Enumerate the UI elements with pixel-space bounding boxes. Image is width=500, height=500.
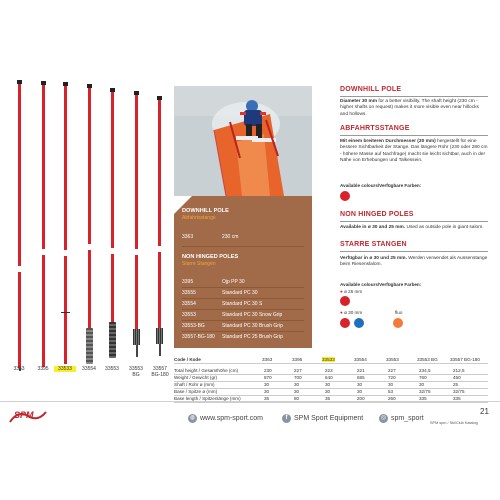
screw-base-33554 (86, 328, 93, 364)
nonhinged-heading: NON HINGED POLES (340, 211, 414, 218)
pole-33557-bg-180 (158, 96, 161, 328)
page-number: 21 (480, 407, 489, 416)
website-link[interactable]: www.spm-sport.com (200, 415, 264, 422)
nonhinged-description: Available in ø 30 and 25 mm. Used as outside pole in giant salom. (340, 225, 484, 230)
skier-photo (174, 86, 312, 196)
facebook-icon: f (282, 414, 291, 423)
color-swatch-fluo (393, 318, 403, 328)
panel-nonhinged-subtitle: Starre Stangen (182, 261, 216, 267)
table-row: Total height / Gesamthöhe (cm) 230 227 223 221 227 234,5 212,5 (174, 367, 488, 375)
starre-heading: STARRE STANGEN (340, 241, 407, 248)
pole-33533 (64, 82, 67, 364)
pole-3363 (18, 80, 21, 368)
panel-row: 33554 Standard PC 30 S (182, 301, 263, 307)
table-row: Base / Spitze ø (mm) 30 30 30 30 53 32/75 32/75 (174, 388, 488, 396)
catalog-caption: SPM spm / Ski/Club Katalog (430, 421, 478, 425)
table-row: Weight / Gewicht (gr) 870 700 640 685 720 760 450 (174, 374, 488, 382)
diameter-30-label: ● ø 30 mm (340, 310, 363, 315)
panel-row: 3363 230 cm (182, 234, 239, 240)
pole-label-33553-bg: 33553 BG (129, 366, 143, 378)
pole-33553-bg (135, 91, 138, 329)
panel-row: 33555 Standard PC 30 (182, 290, 258, 296)
pole-3395 (42, 81, 45, 367)
panel-nonhinged-title: NON HINGED POLES (182, 254, 239, 260)
pole-33553 (111, 88, 114, 324)
globe-icon: ◍ (189, 415, 196, 421)
panel-row: 33557-BG-180 Standard PC 25 Brush Grip (182, 334, 283, 340)
pole-label-3395: 3395 (37, 366, 49, 372)
panel-row: 33553-BG Standard PC 30 Brush Grip (182, 323, 283, 329)
pole-label-33533: 33533 (54, 366, 76, 372)
facebook-link[interactable]: SPM Sport Equipment (294, 415, 364, 422)
instagram-link[interactable]: spm_sport (391, 415, 424, 422)
panel-row: 3395 Ojp PP 30 (182, 279, 245, 285)
table-row: Shaft / Rohr ø (mm) 30 30 30 30 30 30 25 (174, 381, 488, 389)
downhill-heading: DOWNHILL POLE (340, 86, 402, 93)
abfahrt-description: Mit einem breiteren Durchmesser (30 mm) hergestellt für eine bessere Sichtbarkeit der Stange. Das längere Rohr (230 oder 280 cm - höhere Masse auf Nachfrage) macht sie leicht sichtbar, auch in der Nähe von Erhebungen und Talkessein. (340, 139, 488, 163)
color-swatch-blue-30 (354, 318, 364, 328)
table-header-row: Code / Kode 3363 3395 33533 33554 33553 33553 BG 33557 BG-180 (174, 356, 488, 364)
pole-label-3363: 3363 (13, 366, 25, 372)
fluo-label: fluo (395, 310, 403, 315)
diameter-25-label: ● ø 25 mm (340, 289, 363, 294)
panel-row: 33553 Standard PC 30 Snow Grip (182, 312, 283, 318)
color-swatch-red-25 (340, 296, 350, 306)
panel-downhill-title: DOWNHILL POLE (182, 208, 229, 214)
brand-text: SPM (14, 410, 34, 420)
table-row: Base length / Spitzenlänge (mm) 35 80 35 200 260 335 335 (174, 395, 488, 403)
pole-33554 (88, 84, 91, 330)
color-swatch-red-30 (340, 318, 350, 328)
screw-base-33553 (109, 322, 116, 358)
downhill-description: Diameter 30 mm for a better visibility. The shaft height (230 cm - higher shafts on request) makes it more visible even near hillocks and hollows. (340, 99, 479, 117)
pole-label-33554: 33554 (82, 366, 96, 372)
product-panel (174, 196, 312, 348)
pole-label-33557-bg-180: 33557 BG-180 (151, 366, 169, 378)
panel-downhill-subtitle: Abfahrtsstange (182, 215, 216, 221)
starre-description: Verfügbar in ø 30 und 25 mm. Werden verwendet als Aussenstange beim Riesenslalom. (340, 256, 488, 268)
colours-label-2: Available colours/Verfügbare Farben: (340, 282, 422, 287)
instagram-icon: ◎ (380, 415, 387, 421)
color-swatch-red (340, 191, 350, 201)
pole-label-33553: 33553 (105, 366, 119, 372)
colours-label-1: Available colours/Verfügbare Farben: (340, 183, 422, 188)
abfahrt-heading: ABFAHRTSSTANGE (340, 125, 410, 132)
